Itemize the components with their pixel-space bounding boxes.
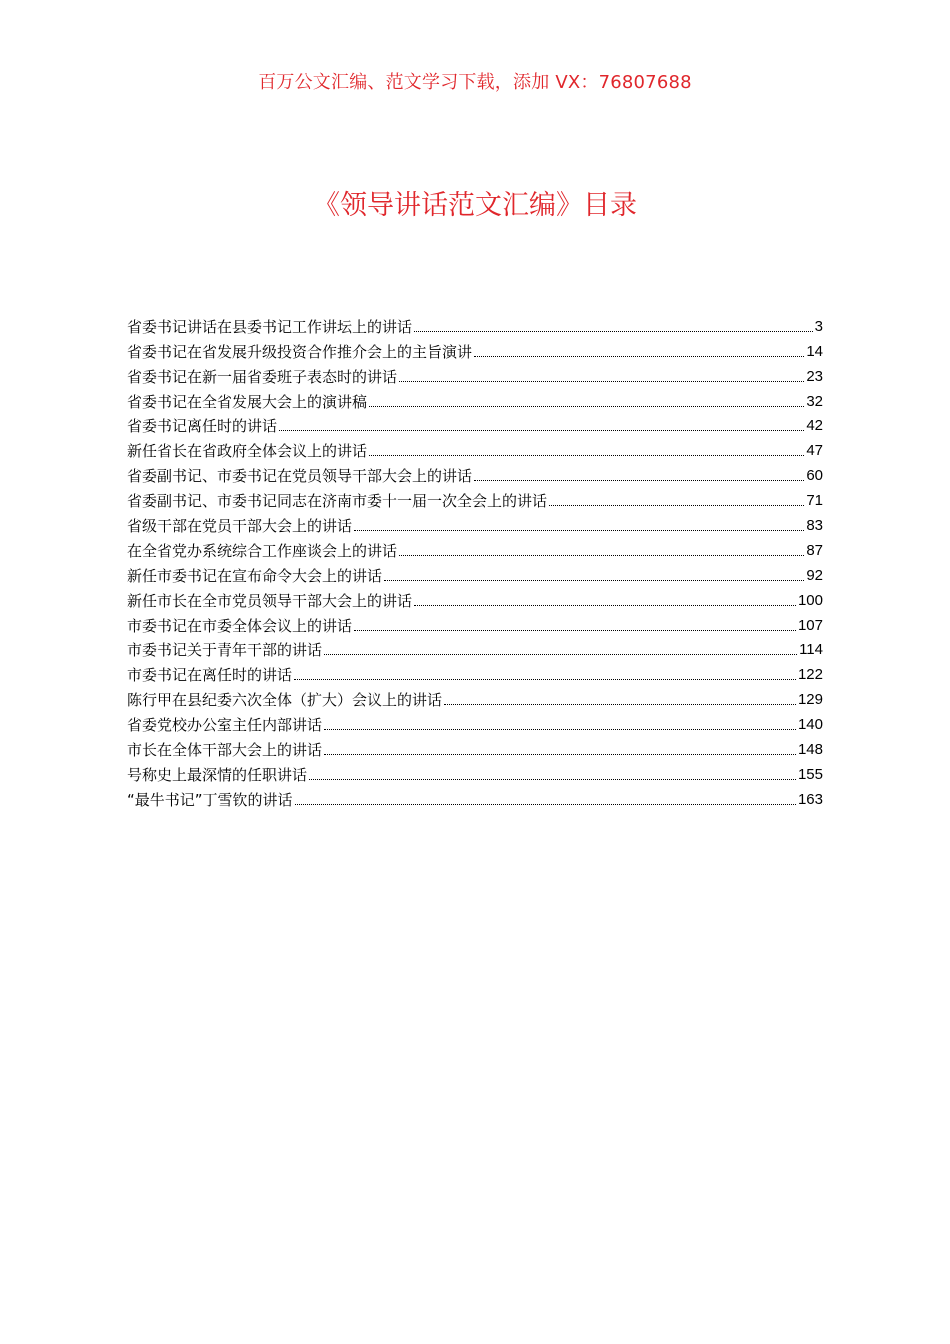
toc-entry-page: 71	[806, 492, 823, 510]
toc-entry[interactable]	[127, 536, 823, 561]
toc-entry-page: 3	[814, 317, 823, 335]
toc-entry-title: 省级干部在党员干部大会上的讲话	[127, 517, 353, 536]
toc-leader-dots	[354, 630, 796, 631]
toc-leader-dots	[414, 605, 796, 606]
toc-entry-page: 60	[806, 467, 823, 485]
toc-entry[interactable]	[127, 735, 823, 760]
toc-leader-dots	[294, 679, 796, 680]
toc-leader-dots	[399, 381, 804, 382]
toc-entry-title: 在全省党办系统综合工作座谈会上的讲话	[127, 541, 398, 560]
toc-entry-title: 市委书记在离任时的讲话	[127, 666, 293, 685]
toc-entry-page: 122	[797, 666, 823, 684]
toc-entry-page: 163	[797, 790, 823, 808]
toc-leader-dots	[324, 754, 796, 755]
toc-entry[interactable]	[127, 337, 823, 362]
toc-entry-page: 23	[806, 367, 823, 385]
header-promo-note: 百万公文汇编、范文学习下载，添加 VX：76807688	[258, 72, 692, 93]
toc-entry-page: 100	[797, 591, 823, 609]
toc-leader-dots	[279, 430, 804, 431]
toc-entry[interactable]	[127, 561, 823, 586]
toc-entry-title: 省委书记讲话在县委书记工作讲坛上的讲话	[127, 317, 413, 336]
toc-entry-title: 新任市委书记在宣布命令大会上的讲话	[127, 566, 383, 585]
toc-entry-title: 市委书记关于青年干部的讲话	[127, 641, 323, 660]
toc-leader-dots	[354, 530, 804, 531]
toc-entry-page: 47	[806, 442, 823, 460]
toc-leader-dots	[414, 331, 813, 332]
toc-entry[interactable]	[127, 636, 823, 661]
toc-entry[interactable]	[127, 387, 823, 412]
toc-entry-page: 42	[806, 417, 823, 435]
toc-entry[interactable]	[127, 412, 823, 437]
table-of-contents	[127, 312, 823, 810]
toc-entry-title: 省委书记在全省发展大会上的演讲稿	[127, 392, 368, 411]
toc-entry[interactable]	[127, 710, 823, 735]
toc-entry-title: 新任省长在省政府全体会议上的讲话	[127, 442, 368, 461]
toc-entry[interactable]	[127, 436, 823, 461]
toc-entry-title: 省委副书记、市委书记在党员领导干部大会上的讲话	[127, 467, 473, 486]
toc-entry-page: 14	[806, 342, 823, 360]
toc-leader-dots	[309, 779, 796, 780]
toc-entry[interactable]	[127, 362, 823, 387]
toc-entry-title: 新任市长在全市党员领导干部大会上的讲话	[127, 591, 413, 610]
toc-entry-page: 140	[797, 716, 823, 734]
toc-entry-page: 129	[797, 691, 823, 709]
toc-entry-page: 83	[806, 517, 823, 535]
toc-leader-dots	[444, 704, 796, 705]
toc-entry[interactable]	[127, 660, 823, 685]
document-title: 《领导讲话范文汇编》目录	[313, 190, 637, 222]
toc-leader-dots	[474, 356, 804, 357]
toc-entry-title: 号称史上最深情的任职讲话	[127, 765, 308, 784]
toc-leader-dots	[399, 555, 804, 556]
toc-entry-title: 陈行甲在县纪委六次全体（扩大）会议上的讲话	[127, 691, 443, 710]
toc-leader-dots	[474, 480, 804, 481]
toc-entry[interactable]	[127, 685, 823, 710]
toc-entry-page: 148	[797, 741, 823, 759]
toc-entry[interactable]	[127, 586, 823, 611]
toc-leader-dots	[324, 654, 797, 655]
toc-leader-dots	[369, 455, 804, 456]
toc-leader-dots	[549, 505, 804, 506]
toc-entry-title: 省委书记离任时的讲话	[127, 417, 278, 436]
toc-entry-title: 省委书记在新一届省委班子表态时的讲话	[127, 367, 398, 386]
toc-entry[interactable]	[127, 511, 823, 536]
toc-entry-page: 107	[797, 616, 823, 634]
toc-entry-title: 省委书记在省发展升级投资合作推介会上的主旨演讲	[127, 342, 473, 361]
toc-entry-title: “最牛书记”丁雪钦的讲话	[127, 790, 293, 809]
toc-leader-dots	[369, 406, 804, 407]
toc-entry-title: 省委党校办公室主任内部讲话	[127, 716, 323, 735]
toc-entry-page: 155	[797, 765, 823, 783]
toc-entry-page: 87	[806, 541, 823, 559]
toc-entry-title: 市委书记在市委全体会议上的讲话	[127, 616, 353, 635]
toc-entry-page: 92	[806, 566, 823, 584]
toc-entry[interactable]	[127, 486, 823, 511]
toc-leader-dots	[295, 804, 796, 805]
toc-entry-title: 市长在全体干部大会上的讲话	[127, 741, 323, 760]
toc-entry[interactable]	[127, 785, 823, 810]
toc-leader-dots	[384, 580, 804, 581]
toc-entry[interactable]	[127, 312, 823, 337]
toc-entry[interactable]	[127, 760, 823, 785]
toc-entry[interactable]	[127, 461, 823, 486]
toc-entry-page: 32	[806, 392, 823, 410]
toc-entry[interactable]	[127, 611, 823, 636]
toc-entry-title: 省委副书记、市委书记同志在济南市委十一届一次全会上的讲话	[127, 492, 548, 511]
toc-leader-dots	[324, 729, 796, 730]
toc-entry-page: 114	[799, 641, 823, 659]
